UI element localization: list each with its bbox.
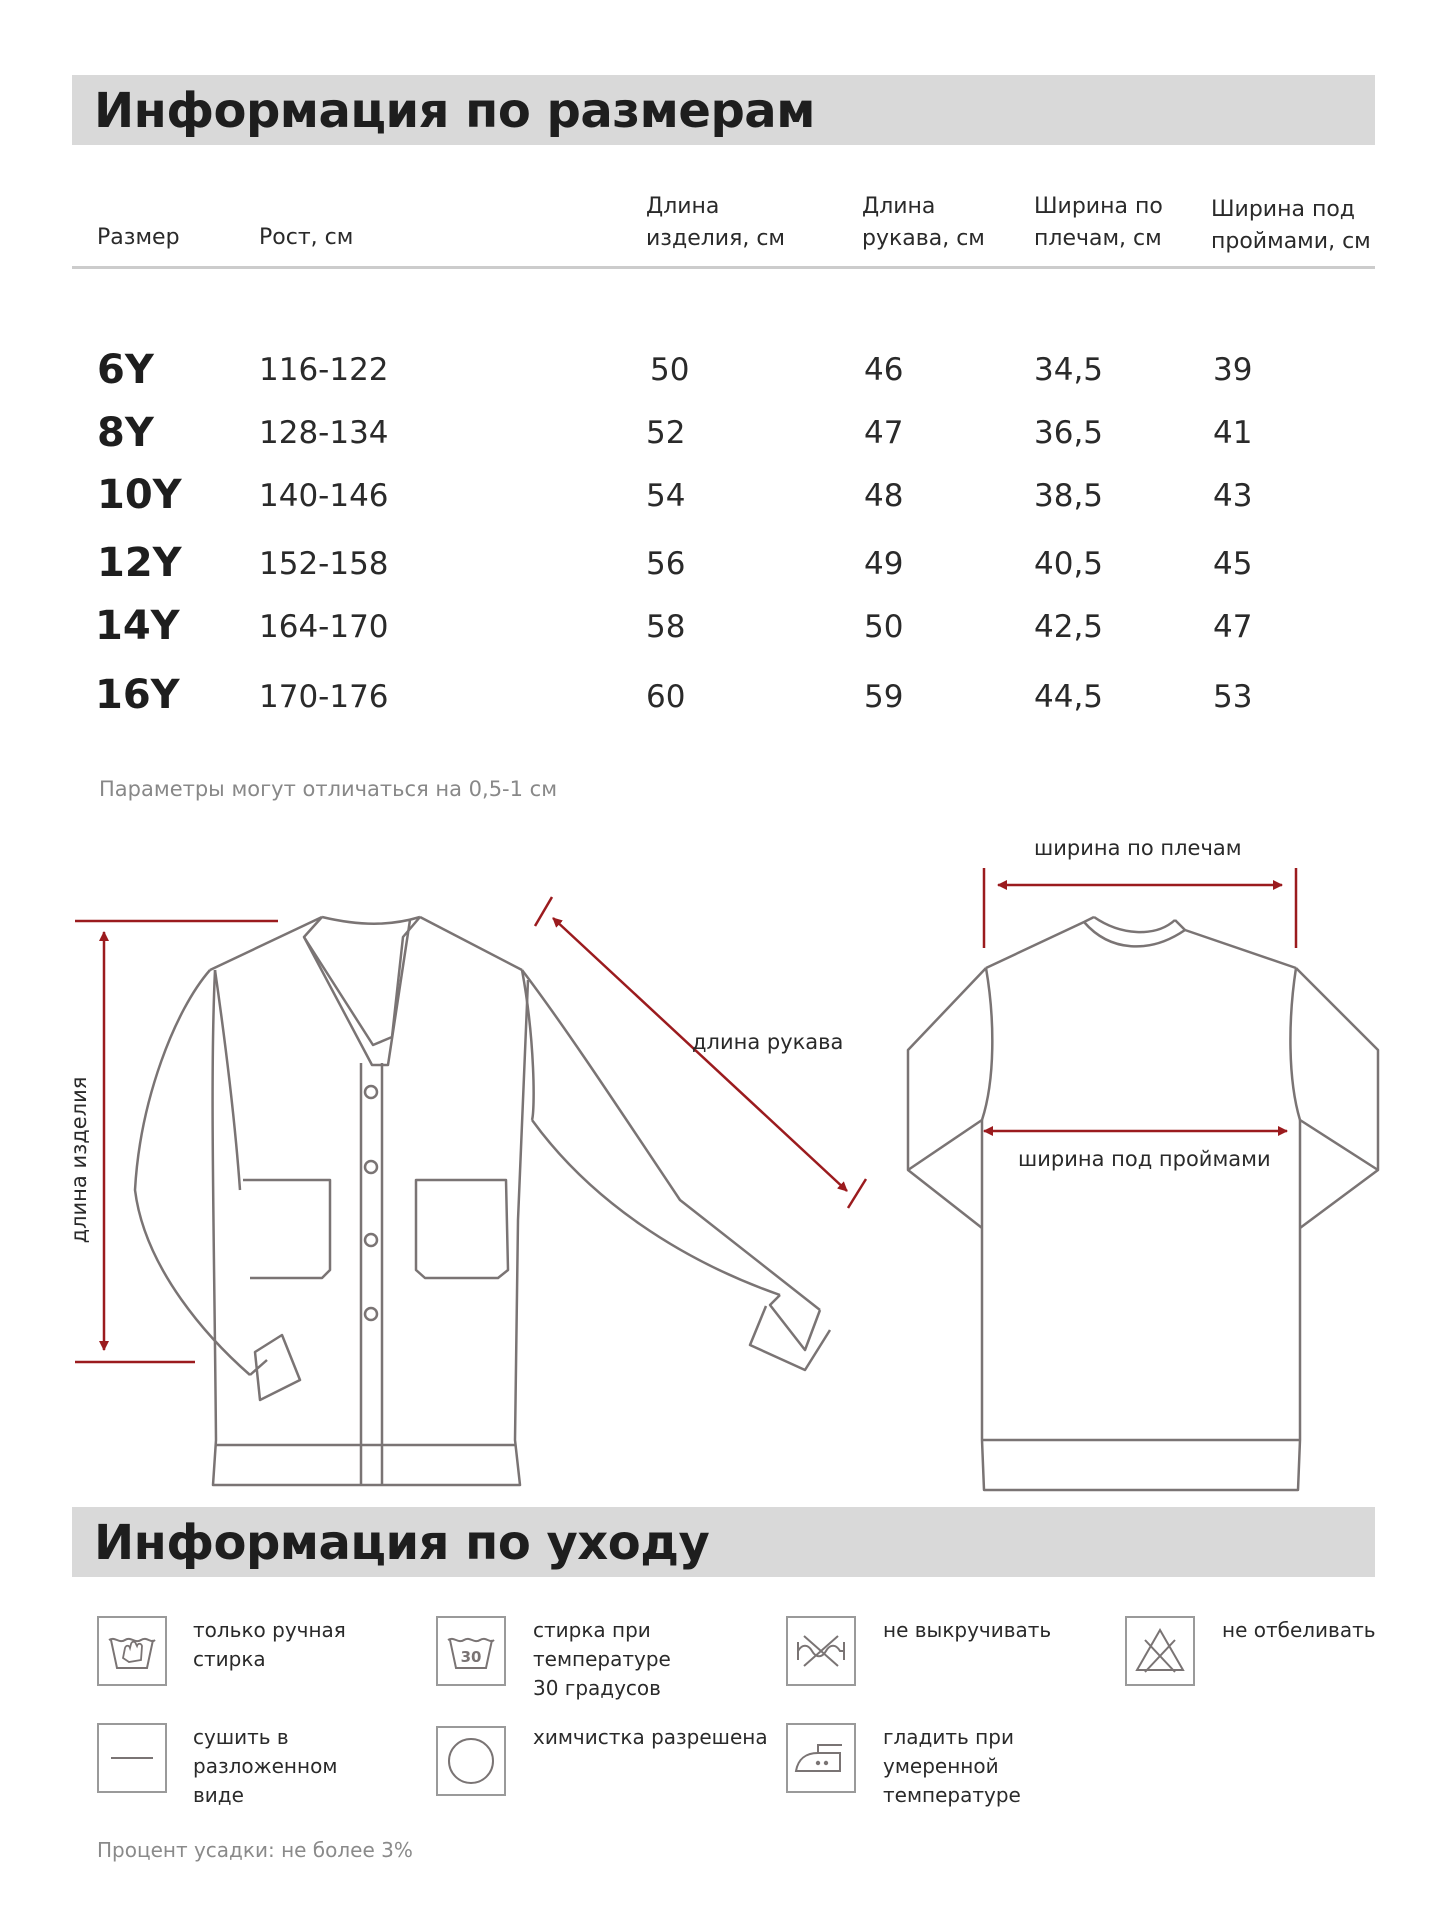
care-item-text: гладить при умеренной температуре [883,1725,1021,1807]
wash-temperature-text: 30 [460,1648,482,1666]
table-row-size: 6Y [97,347,154,393]
header-divider [72,266,1375,269]
table-cell-shoulders: 40,5 [1034,546,1104,582]
table-cell-sleeve: 59 [864,679,904,715]
hand-wash-icon [97,1616,167,1686]
table-cell-sleeve: 49 [864,546,904,582]
table-cell-height: 116-122 [259,352,389,388]
table-cell-height: 164-170 [259,609,389,645]
care-title: Информация по уходу [94,1515,710,1571]
sizes-banner [72,75,1375,145]
care-item-text: химчистка разрешена [533,1725,768,1749]
table-cell-shoulders: 36,5 [1034,415,1104,451]
do-not-wring-icon [786,1616,856,1686]
dry-flat-icon [97,1723,167,1793]
table-cell-shoulders: 34,5 [1034,352,1104,388]
header-height: Рост, см [259,225,354,250]
sizes-title: Информация по размерам [94,83,815,139]
table-cell-shoulders: 38,5 [1034,478,1104,514]
table-cell-sleeve: 46 [864,352,904,388]
care-banner [72,1507,1375,1577]
header-shoulders: Ширина по плечам, см [1034,194,1163,251]
do-not-bleach-icon [1125,1616,1195,1686]
table-cell-length: 58 [646,609,686,645]
table-cell-height: 128-134 [259,415,389,451]
table-cell-armholes: 43 [1213,478,1253,514]
sweater-back-drawing [908,917,1378,1490]
table-cell-sleeve: 48 [864,478,904,514]
table-cell-length: 54 [646,478,686,514]
armholes-label: ширина под проймами [1018,1147,1271,1171]
table-row-size: 14Y [95,603,180,649]
iron-medium-icon [786,1723,856,1793]
header-sleeve: Длина рукава, см [862,194,985,251]
table-cell-length: 56 [646,546,686,582]
size-note: Параметры могут отличаться на 0,5-1 см [99,777,558,801]
table-row-size: 16Y [95,672,180,718]
cardigan-front-drawing [135,917,830,1485]
header-size: Размер [97,225,180,250]
length-label: длина изделия [67,1076,91,1244]
table-cell-armholes: 47 [1213,609,1253,645]
garment-diagram [0,820,1440,1520]
table-cell-height: 140-146 [259,478,389,514]
table-row-size: 12Y [97,540,182,586]
table-cell-sleeve: 50 [864,609,904,645]
care-item-text: стирка при температуре 30 градусов [533,1618,671,1700]
table-cell-armholes: 39 [1213,352,1253,388]
care-item-text: не отбеливать [1222,1618,1376,1642]
table-cell-sleeve: 47 [864,415,904,451]
table-cell-shoulders: 42,5 [1034,609,1104,645]
table-cell-height: 152-158 [259,546,389,582]
table-cell-armholes: 45 [1213,546,1253,582]
care-item-text: не выкручивать [883,1618,1052,1642]
dry-clean-icon [436,1726,506,1796]
table-cell-shoulders: 44,5 [1034,679,1104,715]
care-item-text: сушить в разложенном виде [193,1725,338,1807]
header-armholes: Ширина под проймами, см [1211,197,1371,254]
table-cell-height: 170-176 [259,679,389,715]
table-cell-length: 50 [650,352,690,388]
table-row-size: 10Y [97,472,182,518]
table-row-size: 8Y [97,410,154,456]
table-cell-length: 60 [646,679,686,715]
wash-30-icon [436,1616,506,1686]
shoulders-label: ширина по плечам [1034,836,1242,860]
table-cell-length: 52 [646,415,686,451]
sleeve-label: длина рукава [692,1030,844,1054]
table-cell-armholes: 53 [1213,679,1253,715]
shrinkage-note: Процент усадки: не более 3% [97,1838,413,1862]
care-item-text: только ручная стирка [193,1618,346,1671]
table-cell-armholes: 41 [1213,415,1253,451]
header-length: Длина изделия, см [646,194,786,251]
